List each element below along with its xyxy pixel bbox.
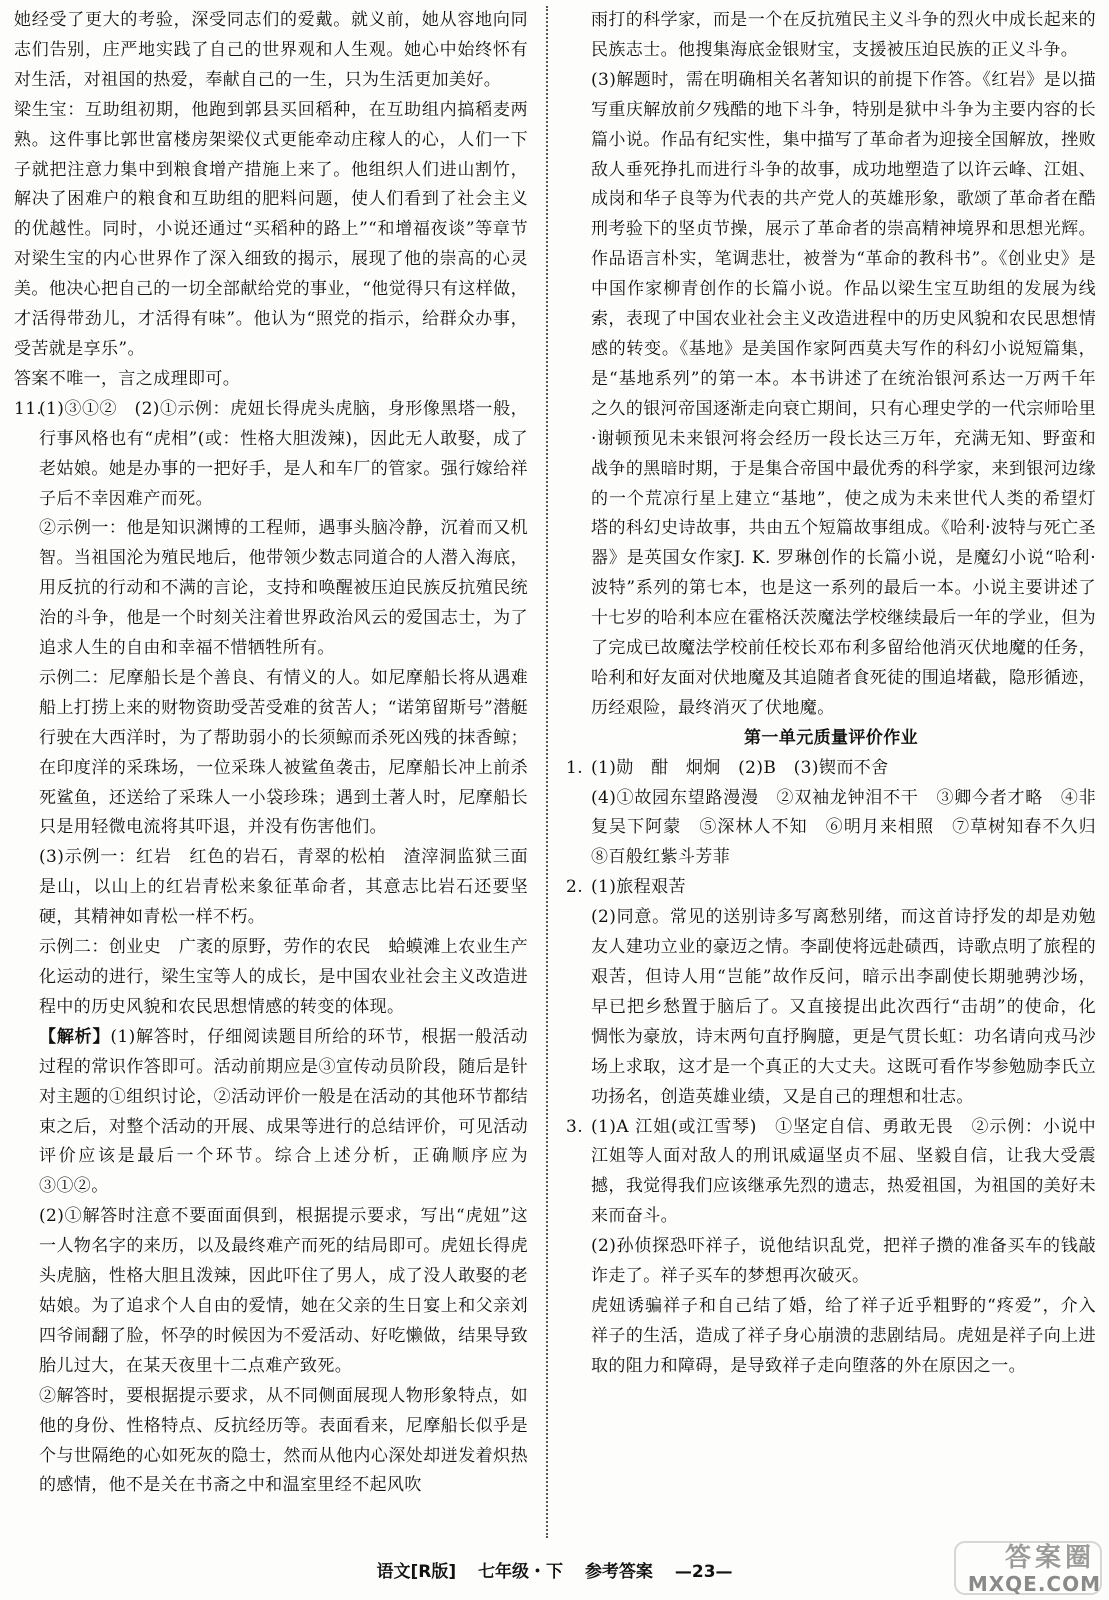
- left-para-7: (3)示例一：红岩 红色的岩石，青翠的松柏 渣滓洞监狱三面是山，以山上的红岩青松来象征革命者，其意志比岩石还要坚硬，其精神如青松一样不朽。: [39, 847, 528, 928]
- question-number: 1.: [566, 757, 584, 778]
- footer-grade: 七年级・下: [478, 1562, 564, 1582]
- right-para-1: 雨打的科学家，而是一个在反抗殖民主义斗争的烈火中成长起来的民族志士。他搜集海底金银财宝，支援被压迫民族的正义斗争。: [591, 10, 1096, 60]
- left-para-6: 示例二：尼摩船长是个善良、有情义的人。如尼摩船长将从遇难船上打捞上来的财物资助受苦受难的贫苦人；“诺第留斯号”潜艇行驶在大西洋时，为了帮助弱小的长须鲸而杀死凶残的抹香鲸；在印度洋的采珠场，一位采珠人被鲨鱼袭击，尼摩船长冲上前杀死鲨鱼，还送给了采珠人一小袋珍珠；遇到土著人时，尼摩船长只是用轻微电流将其吓退，并没有伤害他们。: [39, 667, 528, 838]
- left-para-8: 示例二：创业史 广袤的原野，劳作的农民 蛤蟆滩上农业生产化运动的进行，梁生宝等人的成长，是中国农业社会主义改造进程中的历史风貌和农民思想情感的转变的体现。: [39, 937, 528, 1017]
- right-question-2-part2: (2)同意。常见的送别诗多写离愁别绪，而这首诗抒发的却是劝勉友人建功立业的豪迈之情。李副使将远赴碛西，诗歌点明了旅程的艰苦，但诗人用“岂能”故作反问，暗示出李副使长期驰骋沙场，早已把乡愁置于脑后了。又直接提出此次西行“击胡”的使命，化惆怅为豪放，诗末两句直抒胸臆，更是气贯长虹：功名请向戎马沙场上求取，这才是一个真正的大丈夫。这既可看作岑参勉励李氏立功扬名，创造英雄业绩，又是自己的理想和壮志。: [591, 907, 1096, 1107]
- right-question-1-part4: (4)①故园东望路漫漫 ②双袖龙钟泪不干 ③卿今者才略 ④非复吴下阿蒙 ⑤深林人不知 ⑥明月来相照 ⑦草树知春不久归 ⑧百般红紫斗芳菲: [591, 787, 1096, 868]
- right-question-3: [566, 1113, 1096, 1233]
- right-question-1: [566, 754, 1096, 784]
- left-para-1: 她经受了更大的考验，深受同志们的爱戴。就义前，她从容地向同志们告别，庄严地实践了自己的世界观和人生观。她心中始终怀有对生活，对祖国的热爱，奉献自己的一生，只为生活更加美好。: [14, 10, 528, 90]
- right-question-3-part2: (2)孙侦探恐吓祥子，说他结识乱党，把祥子攒的准备买车的钱敲诈走了。祥子买车的梦想再次破灭。: [591, 1236, 1096, 1287]
- left-para-3: 答案不唯一，言之成理即可。: [14, 368, 241, 389]
- question-text: (1)③①② (2)①示例：虎妞长得虎头虎脑，身形像黑塔一般，行事风格也有“虎相”(或：性格大胆泼辣)，因此无人敢娶，成了老姑娘。她是办事的一把好手，是人和车厂的管家。强行嫁给祥子后不幸因难产而死。: [39, 398, 528, 509]
- question-text: (1)A 江姐(或江雪琴) ①坚定自信、勇敢无畏 ②示例：小说中江姐等人面对敌人的刑讯威逼坚贞不屈、坚毅自信，让我大受震撼，我觉得我们应该继承先烈的遗志，热爱祖国，为祖国的美好未来而奋斗。: [591, 1116, 1096, 1227]
- left-para-11: ②解答时，要根据提示要求，从不同侧面展现人物形象特点，如他的身份、性格特点、反抗经历等。表面看来，尼摩船长似乎是个与世隔绝的心如死灰的隐士，然而从他内心深处却迸发着炽热的感情，他不是关在书斋之中和温室里经不起风吹: [39, 1385, 528, 1496]
- footer-subject: 语文[R版]: [376, 1562, 457, 1582]
- watermark-text: MXQE.COM: [967, 1572, 1101, 1596]
- question-text: (1)勋 酣 炯炯 (2)B (3)锲而不舍: [591, 757, 889, 778]
- right-question-2: [566, 873, 1096, 903]
- question-number: 3.: [566, 1116, 584, 1137]
- question-number: 11.: [14, 398, 43, 419]
- right-para-2: (3)解题时，需在明确相关名著知识的前提下作答。《红岩》是以描写重庆解放前夕残酷的地下斗争，特别是狱中斗争为主要内容的长篇小说。作品有纪实性，集中描写了革命者为迎接全国解放，挫败敌人垂死挣扎而进行斗争的故事，成功地塑造了以许云峰、江姐、成岗和华子良等为代表的共产党人的英雄形象，歌颂了革命者在酷刑考验下的坚贞节操，展示了革命者的崇高精神境界和思想光辉。作品语言朴实，笔调悲壮，被誉为“革命的教科书”。《创业史》是中国作家柳青创作的长篇小说。作品以梁生宝互助组的发展为线索，表现了中国农业社会主义改造进程中的历史风貌和农民思想情感的转变。《基地》是美国作家阿西莫夫写作的科幻小说短篇集，是“基地系列”的第一本。本书讲述了在统治银河系达一万两千年之久的银河帝国逐渐走向衰亡期间，只有心理史学的一代宗师哈里·谢顿预见未来银河将会经历一段长达三万年，充满无知、野蛮和战争的黑暗时期，于是集合帝国中最优秀的科学家，来到银河边缘的一个荒凉行星上建立“基地”，使之成为未来世代人类的希望灯塔的科幻史诗故事，共由五个短篇故事组成。《哈利·波特与死亡圣器》是英国女作家J. K. 罗琳创作的长篇小说，是魔幻小说“哈利·波特”系列的第七本，也是这一系列的最后一本。小说主要讲述了十七岁的哈利本应在霍格沃茨魔法学校继续最后一年的学业，但为了完成已故魔法学校前任校长邓布利多留给他消灭伏地魔的任务，哈利和好友面对伏地魔及其追随者食死徒的围追堵截，隐形循迹，历经艰险，最终消灭了伏地魔。: [591, 69, 1096, 718]
- question-text: (1)旅程艰苦: [591, 877, 686, 898]
- question-number: 2.: [566, 877, 584, 898]
- watermark-chinese: 答案圈: [1004, 1543, 1095, 1573]
- analysis-text: (1)解答时，仔细阅读题目所给的环节，根据一般活动过程的常识作答即可。活动前期应是③宣传动员阶段，随后是针对主题的①组织讨论，②活动评价一般是在活动的其他环节都结束之后，对整个活动的开展、成果等进行的总结评价，可见活动评价应该是最后一个环节。综合上述分析，正确顺序应为③①②。: [39, 1026, 528, 1197]
- left-para-2: 梁生宝：互助组初期，他跑到郭县买回稻种，在互助组内搞稻麦两熟。这件事比郭世富楼房架梁仪式更能牵动庄稼人的心，人们一下子就把注意力集中到粮食增产措施上来了。他组织人们进山割竹，解决了困难户的粮食和互助组的肥料问题，使人们看到了社会主义的优越性。同时，小说还通过“买稻种的路上”“和增福夜谈”等章节对梁生宝的内心世界作了深入细致的揭示，展现了他的崇高的心灵美。他决心把自己的一切全部献给党的事业，“他觉得只有这样做，才活得带劲儿，才活得有味”。他认为“照党的指示，给群众办事，受苦就是享乐”。: [14, 99, 528, 359]
- section-title: 第一单元质量评价作业: [744, 727, 918, 748]
- left-para-10: (2)①解答时注意不要面面俱到，根据提示要求，写出“虎妞”这一人物名字的来历，以及最终难产而死的结局即可。虎妞长得虎头虎脑，性格大胆且泼辣，因此吓住了男人，成了没人敢娶的老姑娘。为了追求个人自由的爱情，她在父亲的生日宴上和父亲刘四爷闹翻了脸，怀孕的时候因为不爱活动、好吃懒做，结果导致胎儿过大，在某天夜里十二点难产致死。: [39, 1206, 528, 1376]
- right-question-3-part3: 虎妞诱骗祥子和自己结了婚，给了祥子近乎粗野的“疼爱”，介入祥子的生活，造成了祥子身心崩溃的悲剧结局。虎妞是祥子向上进取的阻力和障碍，是导致祥子走向堕落的外在原因之一。: [591, 1295, 1096, 1376]
- left-analysis: [14, 1023, 528, 1202]
- left-para-5: ②示例一：他是知识渊博的工程师，遇事头脑冷静，沉着而又机智。当祖国沦为殖民地后，他带领少数志同道合的人潜入海底，用反抗的行动和不满的言论，支持和唤醒被压迫民族反抗殖民统治的斗争，他是一个时刻关注着世界政治风云的爱国志士，为了追求人生的自由和幸福不惜牺牲所有。: [39, 518, 528, 659]
- analysis-label: 【解析】: [39, 1026, 111, 1047]
- right-column: [566, 6, 1096, 1538]
- column-divider: [546, 6, 548, 1538]
- page-footer: [0, 1557, 1109, 1582]
- left-column: [14, 6, 528, 1538]
- footer-label: 参考答案: [584, 1562, 653, 1582]
- footer-page-number: —23—: [674, 1562, 733, 1582]
- left-question-11: [14, 395, 528, 515]
